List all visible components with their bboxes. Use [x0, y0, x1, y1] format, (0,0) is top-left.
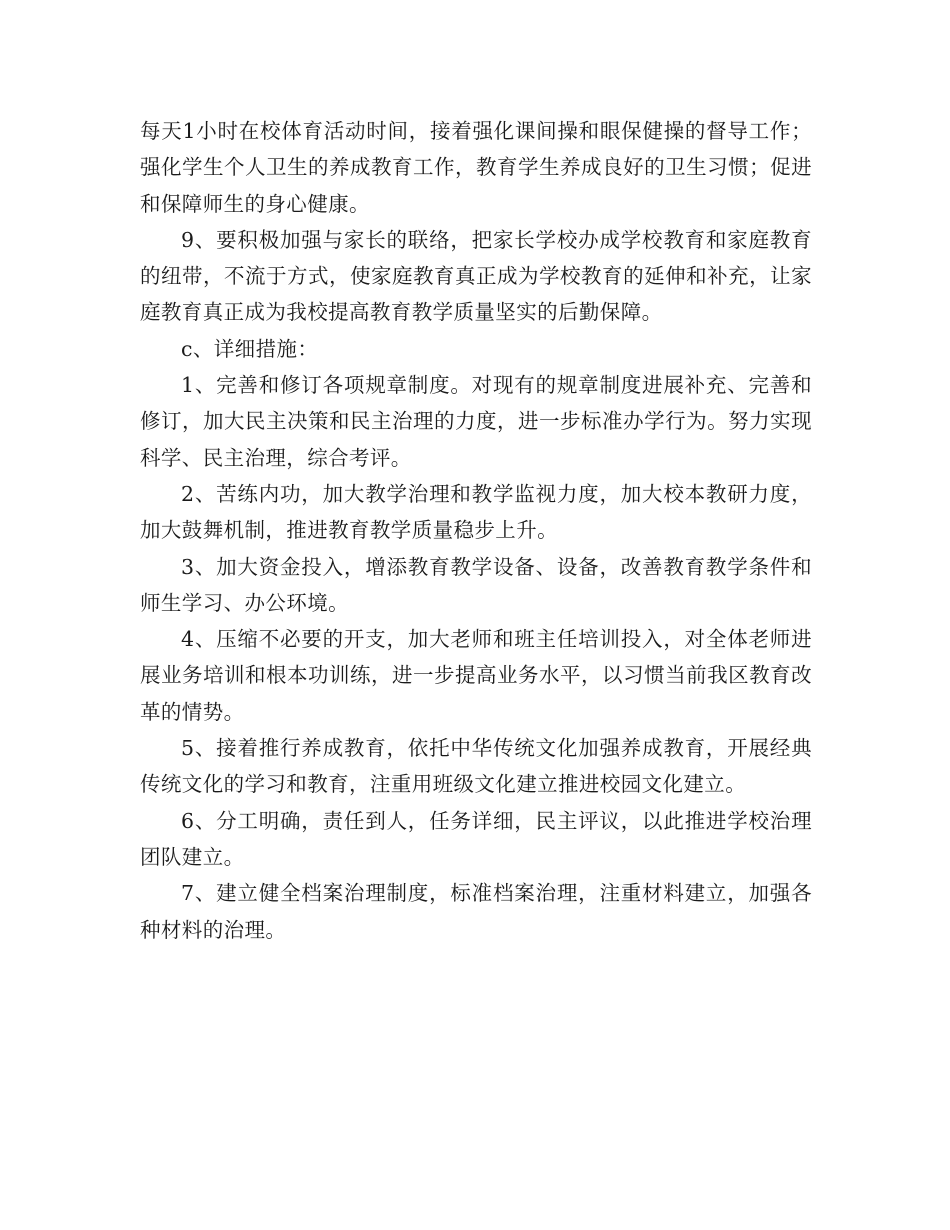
paragraph-measure-7: 7、建立健全档案治理制度，标准档案治理，注重材料建立，加强各种材料的治理。	[140, 881, 812, 942]
paragraph-measure-6: 6、分工明确，责任到人，任务详细，民主评议，以此推进学校治理团队建立。	[140, 808, 812, 869]
paragraph-measure-3: 3、加大资金投入，增添教育教学设备、设备，改善教育教学条件和师生学习、办公环境。	[140, 554, 812, 615]
document-body	[140, 113, 812, 948]
section-heading-measures: c、详细措施：	[181, 336, 319, 361]
paragraph-measure-5: 5、接着推行养成教育，依托中华传统文化加强养成教育，开展经典传统文化的学习和教育，注重用班级文化建立推进校园文化建立。	[140, 736, 812, 797]
paragraph-measure-2: 2、苦练内功，加大教学治理和教学监视力度，加大校本教研力度，加大鼓舞机制，推进教育教学质量稳步上升。	[140, 481, 812, 543]
paragraph-measure-4: 4、压缩不必要的开支，加大老师和班主任培训投入，对全体老师进展业务培训和根本功训练，进一步提高业务水平，以习惯当前我区教育改革的情势。	[140, 627, 812, 724]
paragraph-measure-1: 1、完善和修订各项规章制度。对现有的规章制度进展补充、完善和修订，加大民主决策和民主治理的力度，进一步标准办学行为。努力实现科学、民主治理，综合考评。	[140, 373, 812, 470]
paragraph-continuation: 每天1小时在校体育活动时间，接着强化课间操和眼保健操的督导工作；强化学生个人卫生的养成教育工作，教育学生养成良好的卫生习惯；促进和保障师生的身心健康。	[140, 119, 812, 216]
paragraph-item-9: 9、要积极加强与家长的联络，把家长学校办成学校教育和家庭教育的纽带，不流于方式，使家庭教育真正成为学校教育的延伸和补充，让家庭教育真正成为我校提高教育教学质量坚实的后勤保障。	[140, 227, 812, 325]
